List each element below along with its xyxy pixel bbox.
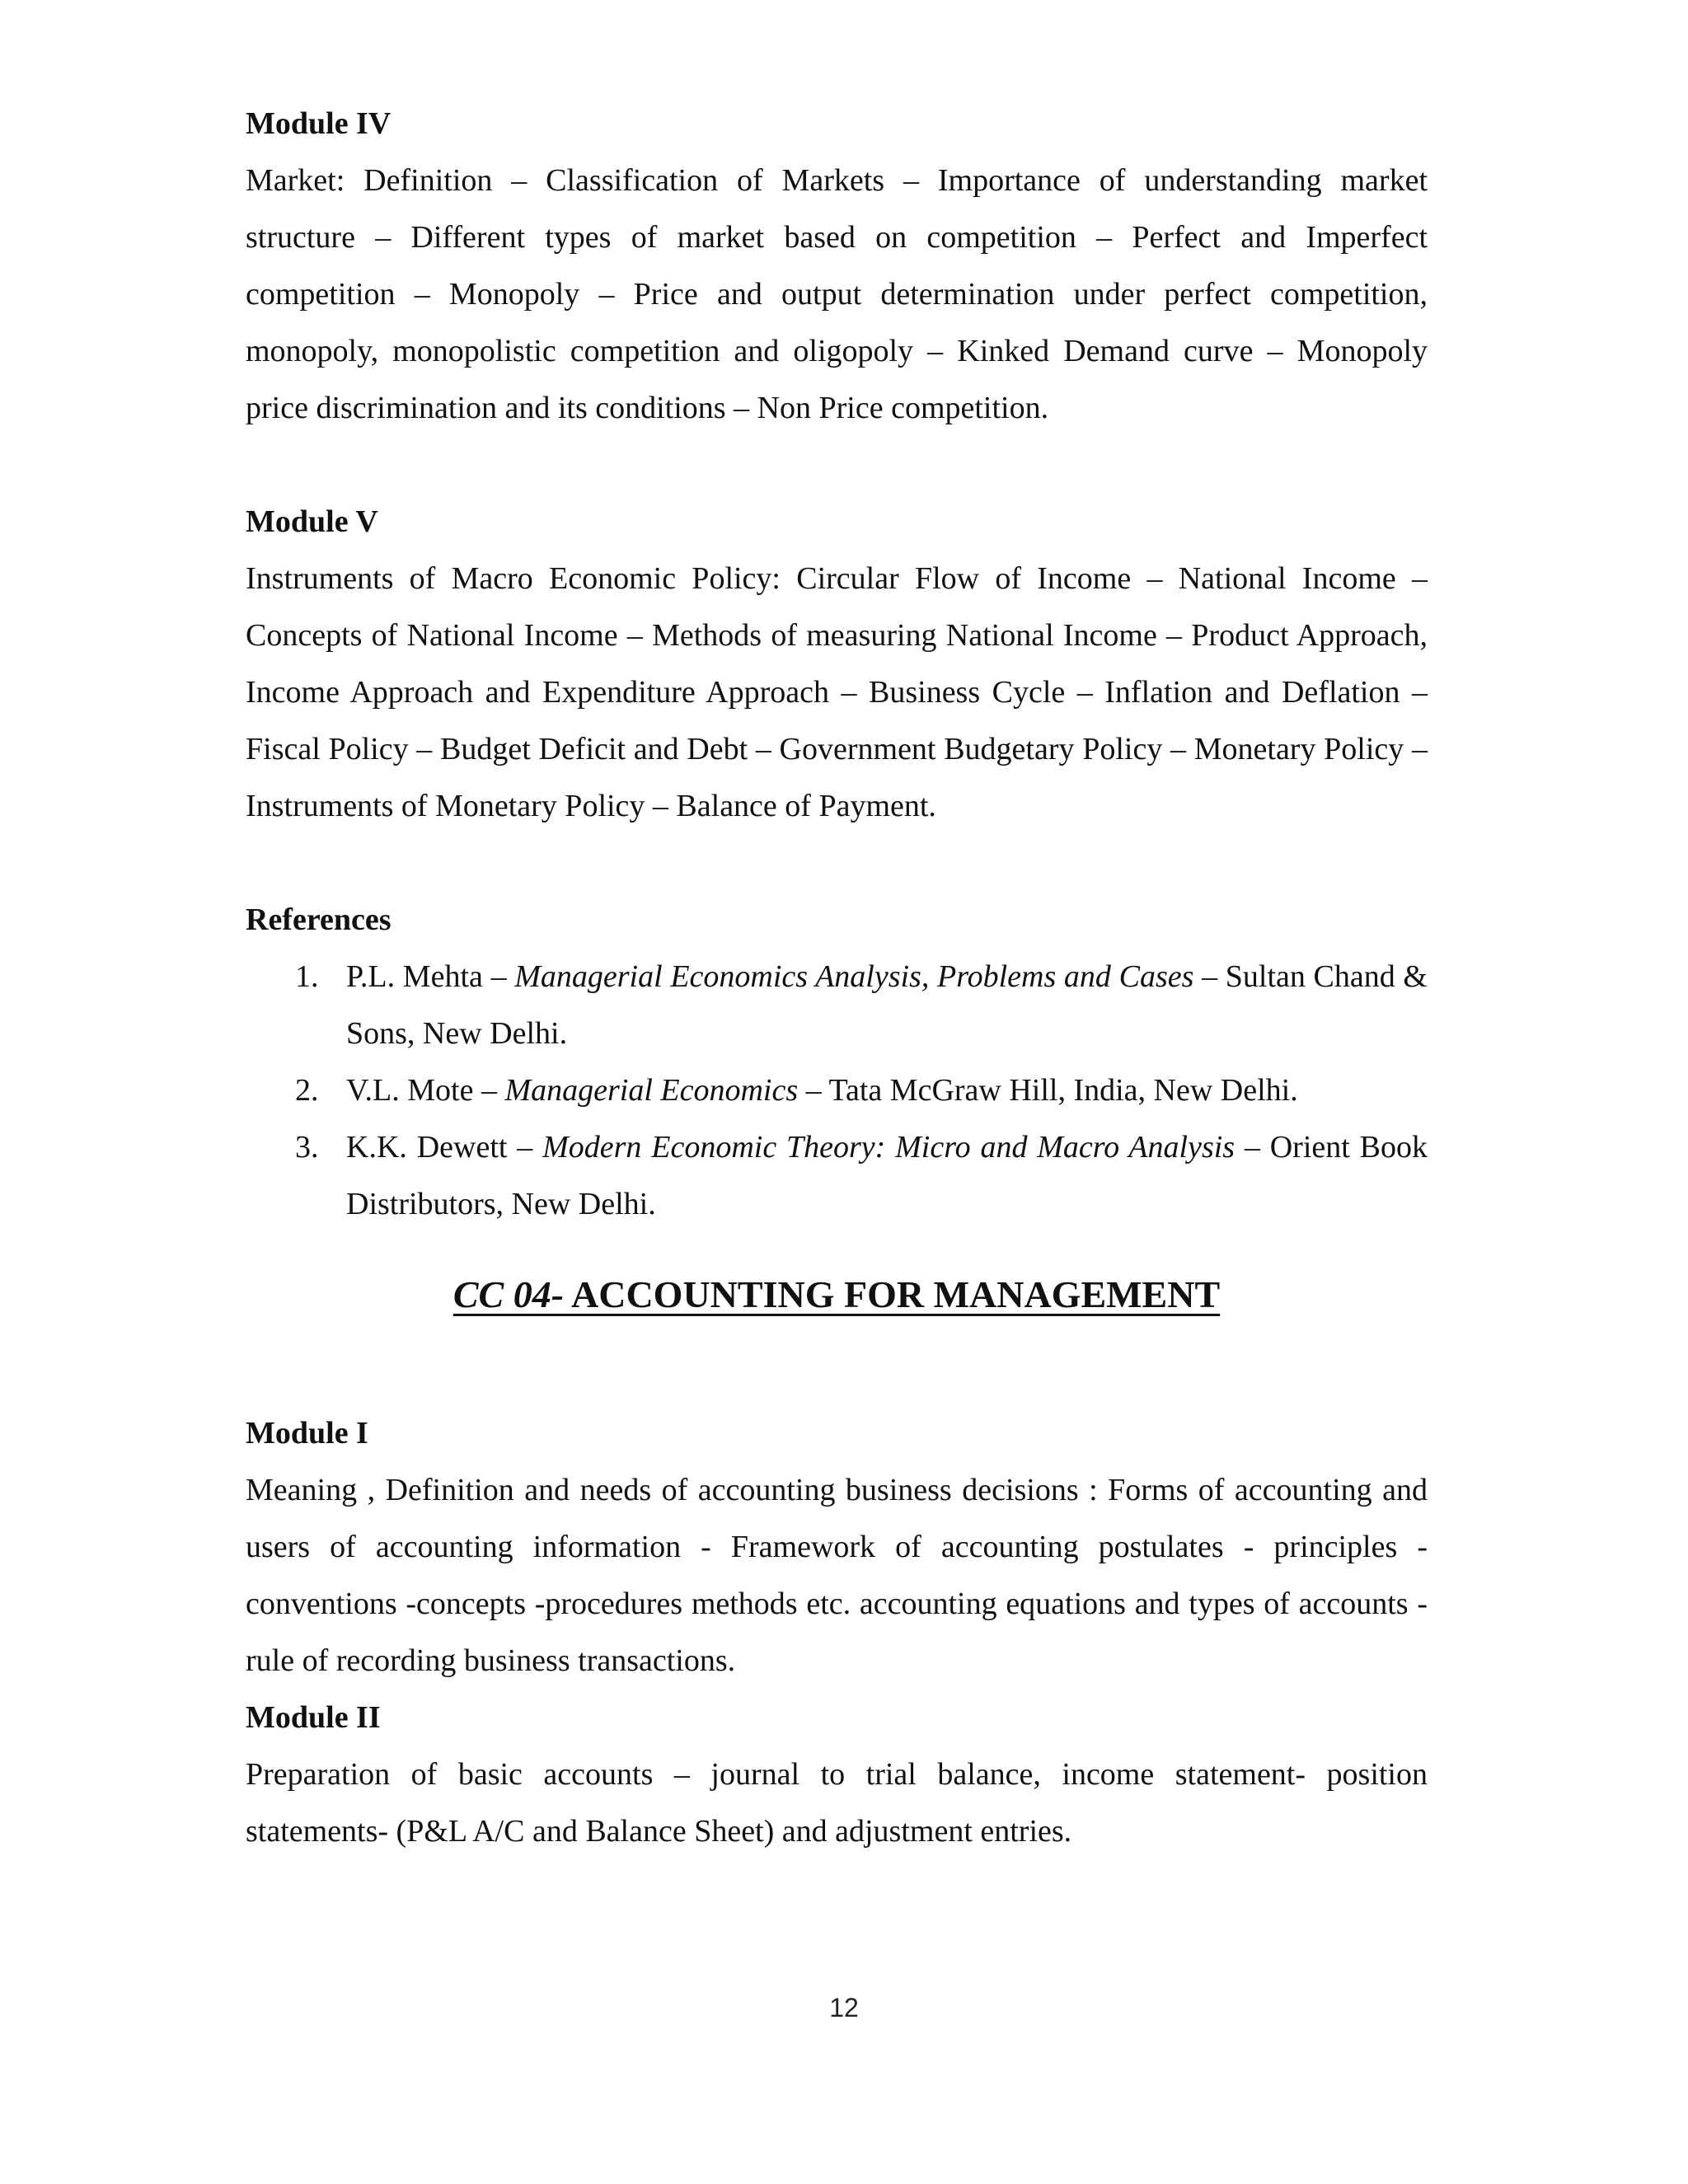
reference-item bbox=[246, 1062, 1428, 1119]
module-iv-heading: Module IV bbox=[246, 106, 392, 141]
references-list bbox=[246, 949, 1428, 1233]
spacer bbox=[246, 835, 1428, 892]
reference-number: 1. bbox=[295, 959, 319, 994]
spacer bbox=[246, 437, 1428, 494]
module-i-heading: Module I bbox=[246, 1416, 368, 1451]
reference-author: V.L. Mote – bbox=[346, 1073, 505, 1108]
page-content bbox=[246, 96, 1428, 1860]
reference-publisher: – Sultan Chand & Sons, New Delhi. bbox=[346, 959, 1428, 1051]
module-i-text: Meaning , Definition and needs of accounting business decisions : Forms of accounting and users of accounting information - Framework of accounting postulates - principles - conventions -concepts -procedures methods etc. accounting equations and types of accounts -rule of recording business transactions. bbox=[246, 1473, 1428, 1678]
module-v-text: Instruments of Macro Economic Policy: Circular Flow of Income – National Income – Concepts of National Income – Methods of measuring National Income – Product Approach, Income Approach and Expenditure Approach – Business Cycle – Inflation and Deflation – Fiscal Policy – Budget Deficit and Debt – Government Budgetary Policy – Monetary Policy – Instruments of Monetary Policy – Balance of Payment. bbox=[246, 561, 1428, 823]
module-iv-text: Market: Definition – Classification of Markets – Importance of understanding market structure – Different types of market based on competition – Perfect and Imperfect competition – Monopoly – Price and output determination under perfect competition, monopoly, monopolistic competition and oligopoly – Kinked Demand curve – Monopoly price discrimination and its conditions – Non Price competition. bbox=[246, 163, 1428, 425]
course-code: CC 04- bbox=[452, 1273, 565, 1315]
reference-author: K.K. Dewett – bbox=[346, 1130, 543, 1165]
reference-publisher: – Orient Book Distributors, New Delhi. bbox=[346, 1130, 1428, 1221]
course-name: ACCOUNTING FOR MANAGEMENT bbox=[564, 1273, 1221, 1315]
course-title bbox=[246, 1233, 1428, 1405]
module-v-heading: Module V bbox=[246, 504, 378, 539]
reference-book-title: Managerial Economics Analysis, Problems and Cases bbox=[514, 959, 1194, 994]
reference-item bbox=[246, 949, 1428, 1062]
module-ii-heading: Module II bbox=[246, 1700, 381, 1735]
reference-author: P.L. Mehta – bbox=[346, 959, 515, 994]
reference-book-title: Modern Economic Theory: Micro and Macro Analysis bbox=[542, 1130, 1236, 1165]
reference-number: 3. bbox=[295, 1130, 319, 1165]
module-ii-text: Preparation of basic accounts – journal to trial balance, income statement- position statements- (P&L A/C and Balance Sheet) and adjustment entries. bbox=[246, 1757, 1428, 1849]
reference-publisher: – Tata McGraw Hill, India, New Delhi. bbox=[798, 1073, 1298, 1108]
references-heading: References bbox=[246, 902, 392, 937]
reference-book-title: Managerial Economics bbox=[504, 1073, 799, 1108]
reference-number: 2. bbox=[295, 1073, 319, 1108]
reference-item bbox=[246, 1119, 1428, 1233]
page-number: 12 bbox=[829, 1993, 859, 2022]
